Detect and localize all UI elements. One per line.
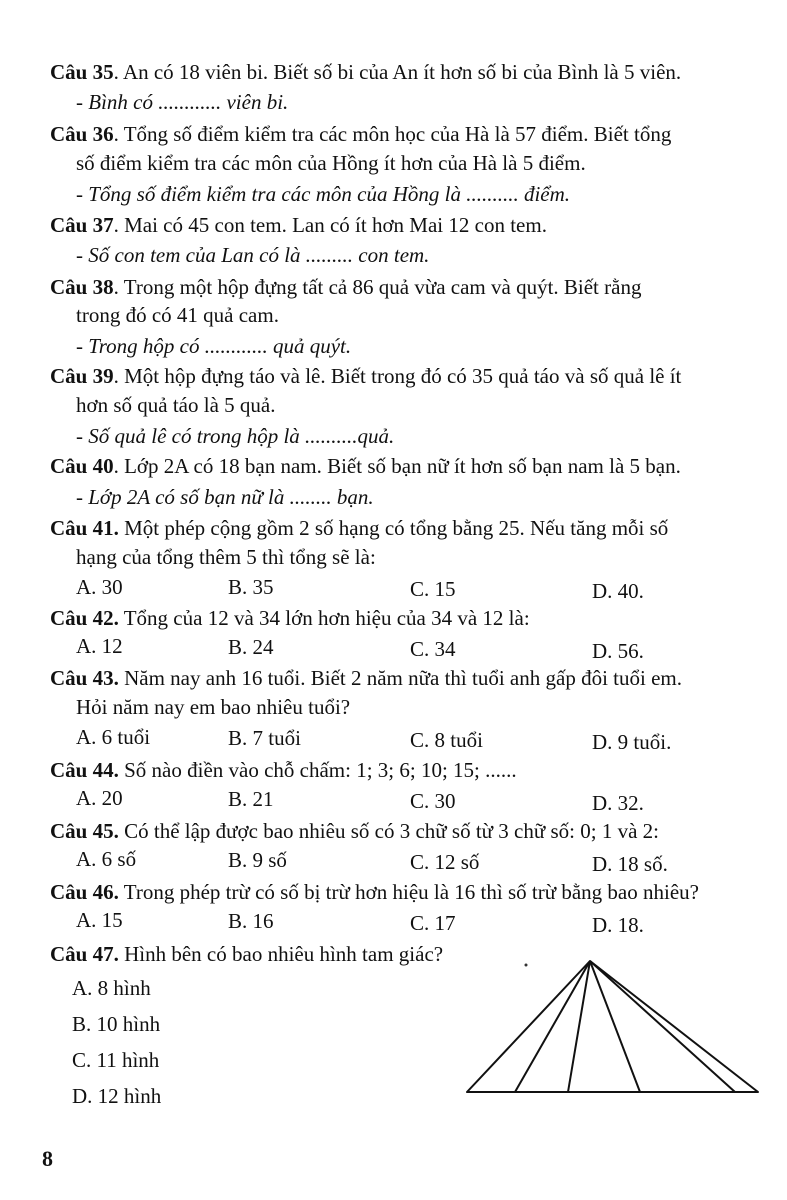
option-a: A. 6 số: [76, 847, 137, 871]
question-38-line2: trong đó có 41 quả cam.: [76, 303, 279, 327]
option-c: C. 8 tuổi: [410, 728, 483, 752]
triangle-figure: [460, 950, 770, 1100]
option-d: D. 18.: [592, 913, 644, 937]
answer-line-35: - Bình có ............ viên bi.: [76, 90, 289, 114]
option-a: A. 6 tuổi: [76, 725, 151, 749]
option-a: A. 30: [76, 575, 123, 599]
option-d: D. 40.: [592, 579, 644, 603]
question-text: Có thể lập được bao nhiêu số có 3 chữ số từ 3 chữ số: 0; 1 và 2:: [118, 819, 659, 843]
question-text: Một phép cộng gồm 2 số hạng có tổng bằng 25. Nếu tăng mỗi số: [118, 516, 669, 540]
question-36-line2: số điểm kiểm tra các môn của Hồng ít hơn của Hà là 5 điểm.: [76, 151, 586, 175]
question-43: [50, 664, 682, 692]
question-47: [50, 940, 443, 968]
page-number: 8: [42, 1146, 53, 1171]
question-label: Câu 40: [50, 454, 114, 478]
option-d: D. 18 số.: [592, 852, 668, 876]
option-a: A. 20: [76, 786, 123, 810]
option-a: A. 8 hình: [72, 976, 151, 1000]
option-b: B. 35: [228, 575, 274, 599]
option-b: B. 24: [228, 635, 274, 659]
option-b: B. 10 hình: [72, 1012, 161, 1036]
question-text: . Mai có 45 con tem. Lan có ít hơn Mai 12 con tem.: [113, 213, 547, 237]
question-text: Số nào điền vào chỗ chấm: 1; 3; 6; 10; 15; ......: [118, 758, 517, 782]
question-38: [50, 273, 641, 301]
question-text: Năm nay anh 16 tuổi. Biết 2 năm nữa thì tuổi anh gấp đôi tuổi em.: [118, 666, 682, 690]
option-c: C. 12 số: [410, 850, 480, 874]
option-b: B. 21: [228, 787, 274, 811]
question-label: Câu 37: [50, 213, 114, 237]
question-label: Câu 47.: [50, 942, 119, 966]
answer-line-37: - Số con tem của Lan có là ......... con tem.: [76, 243, 430, 267]
question-37: [50, 211, 547, 239]
question-text: Hình bên có bao nhiêu hình tam giác?: [118, 942, 444, 966]
question-46: [50, 878, 699, 906]
question-label: Câu 43.: [50, 666, 119, 690]
question-label: Câu 39: [50, 364, 114, 388]
question-42: [50, 604, 530, 632]
answer-line-38: - Trong hộp có ............ quả quýt.: [76, 334, 352, 358]
answer-line-36: - Tổng số điểm kiểm tra các môn của Hồng là .......... điểm.: [76, 182, 571, 206]
question-label: Câu 36: [50, 122, 114, 146]
answer-line-40: - Lớp 2A có số bạn nữ là ........ bạn.: [76, 485, 374, 509]
question-text: . Lớp 2A có 18 bạn nam. Biết số bạn nữ ít hơn số bạn nam là 5 bạn.: [113, 454, 681, 478]
question-text: . An có 18 viên bi. Biết số bi của An ít hơn số bi của Bình là 5 viên.: [113, 60, 682, 84]
option-b: B. 16: [228, 909, 274, 933]
question-43-line2: Hỏi năm nay em bao nhiêu tuổi?: [76, 695, 351, 719]
question-label: Câu 44.: [50, 758, 119, 782]
question-45: [50, 817, 659, 845]
option-d: D. 12 hình: [72, 1084, 162, 1108]
question-35: [50, 58, 681, 86]
question-text: Tổng của 12 và 34 lớn hơn hiệu của 34 và 12 là:: [118, 606, 530, 630]
question-label: Câu 35: [50, 60, 114, 84]
question-label: Câu 38: [50, 275, 114, 299]
question-39-line2: hơn số quả táo là 5 quả.: [76, 393, 276, 417]
question-39: [50, 362, 681, 390]
question-label: Câu 41.: [50, 516, 119, 540]
question-40: [50, 452, 681, 480]
question-label: Câu 42.: [50, 606, 119, 630]
option-b: B. 7 tuổi: [228, 726, 301, 750]
question-41: [50, 514, 668, 542]
question-text: . Tổng số điểm kiểm tra các môn học của Hà là 57 điểm. Biết tổng: [113, 122, 672, 146]
question-label: Câu 46.: [50, 880, 119, 904]
question-text: . Trong một hộp đựng tất cả 86 quả vừa cam và quýt. Biết rằng: [113, 275, 642, 299]
question-44: [50, 756, 517, 784]
option-a: A. 12: [76, 634, 123, 658]
question-text: Trong phép trừ có số bị trừ hơn hiệu là 16 thì số trừ bằng bao nhiêu?: [118, 880, 699, 904]
option-c: C. 34: [410, 637, 456, 661]
option-d: D. 56.: [592, 639, 644, 663]
question-label: Câu 45.: [50, 819, 119, 843]
option-d: D. 9 tuổi.: [592, 730, 672, 754]
option-c: C. 17: [410, 911, 456, 935]
option-c: C. 30: [410, 789, 456, 813]
option-c: C. 11 hình: [72, 1048, 160, 1072]
question-36: [50, 120, 671, 148]
question-text: . Một hộp đựng táo và lê. Biết trong đó có 35 quả táo và số quả lê ít: [113, 364, 682, 388]
answer-line-39: - Số quả lê có trong hộp là ..........quả.: [76, 424, 395, 448]
option-b: B. 9 số: [228, 848, 287, 872]
question-41-line2: hạng của tổng thêm 5 thì tổng sẽ là:: [76, 545, 376, 569]
option-d: D. 32.: [592, 791, 644, 815]
option-c: C. 15: [410, 577, 456, 601]
option-a: A. 15: [76, 908, 123, 932]
